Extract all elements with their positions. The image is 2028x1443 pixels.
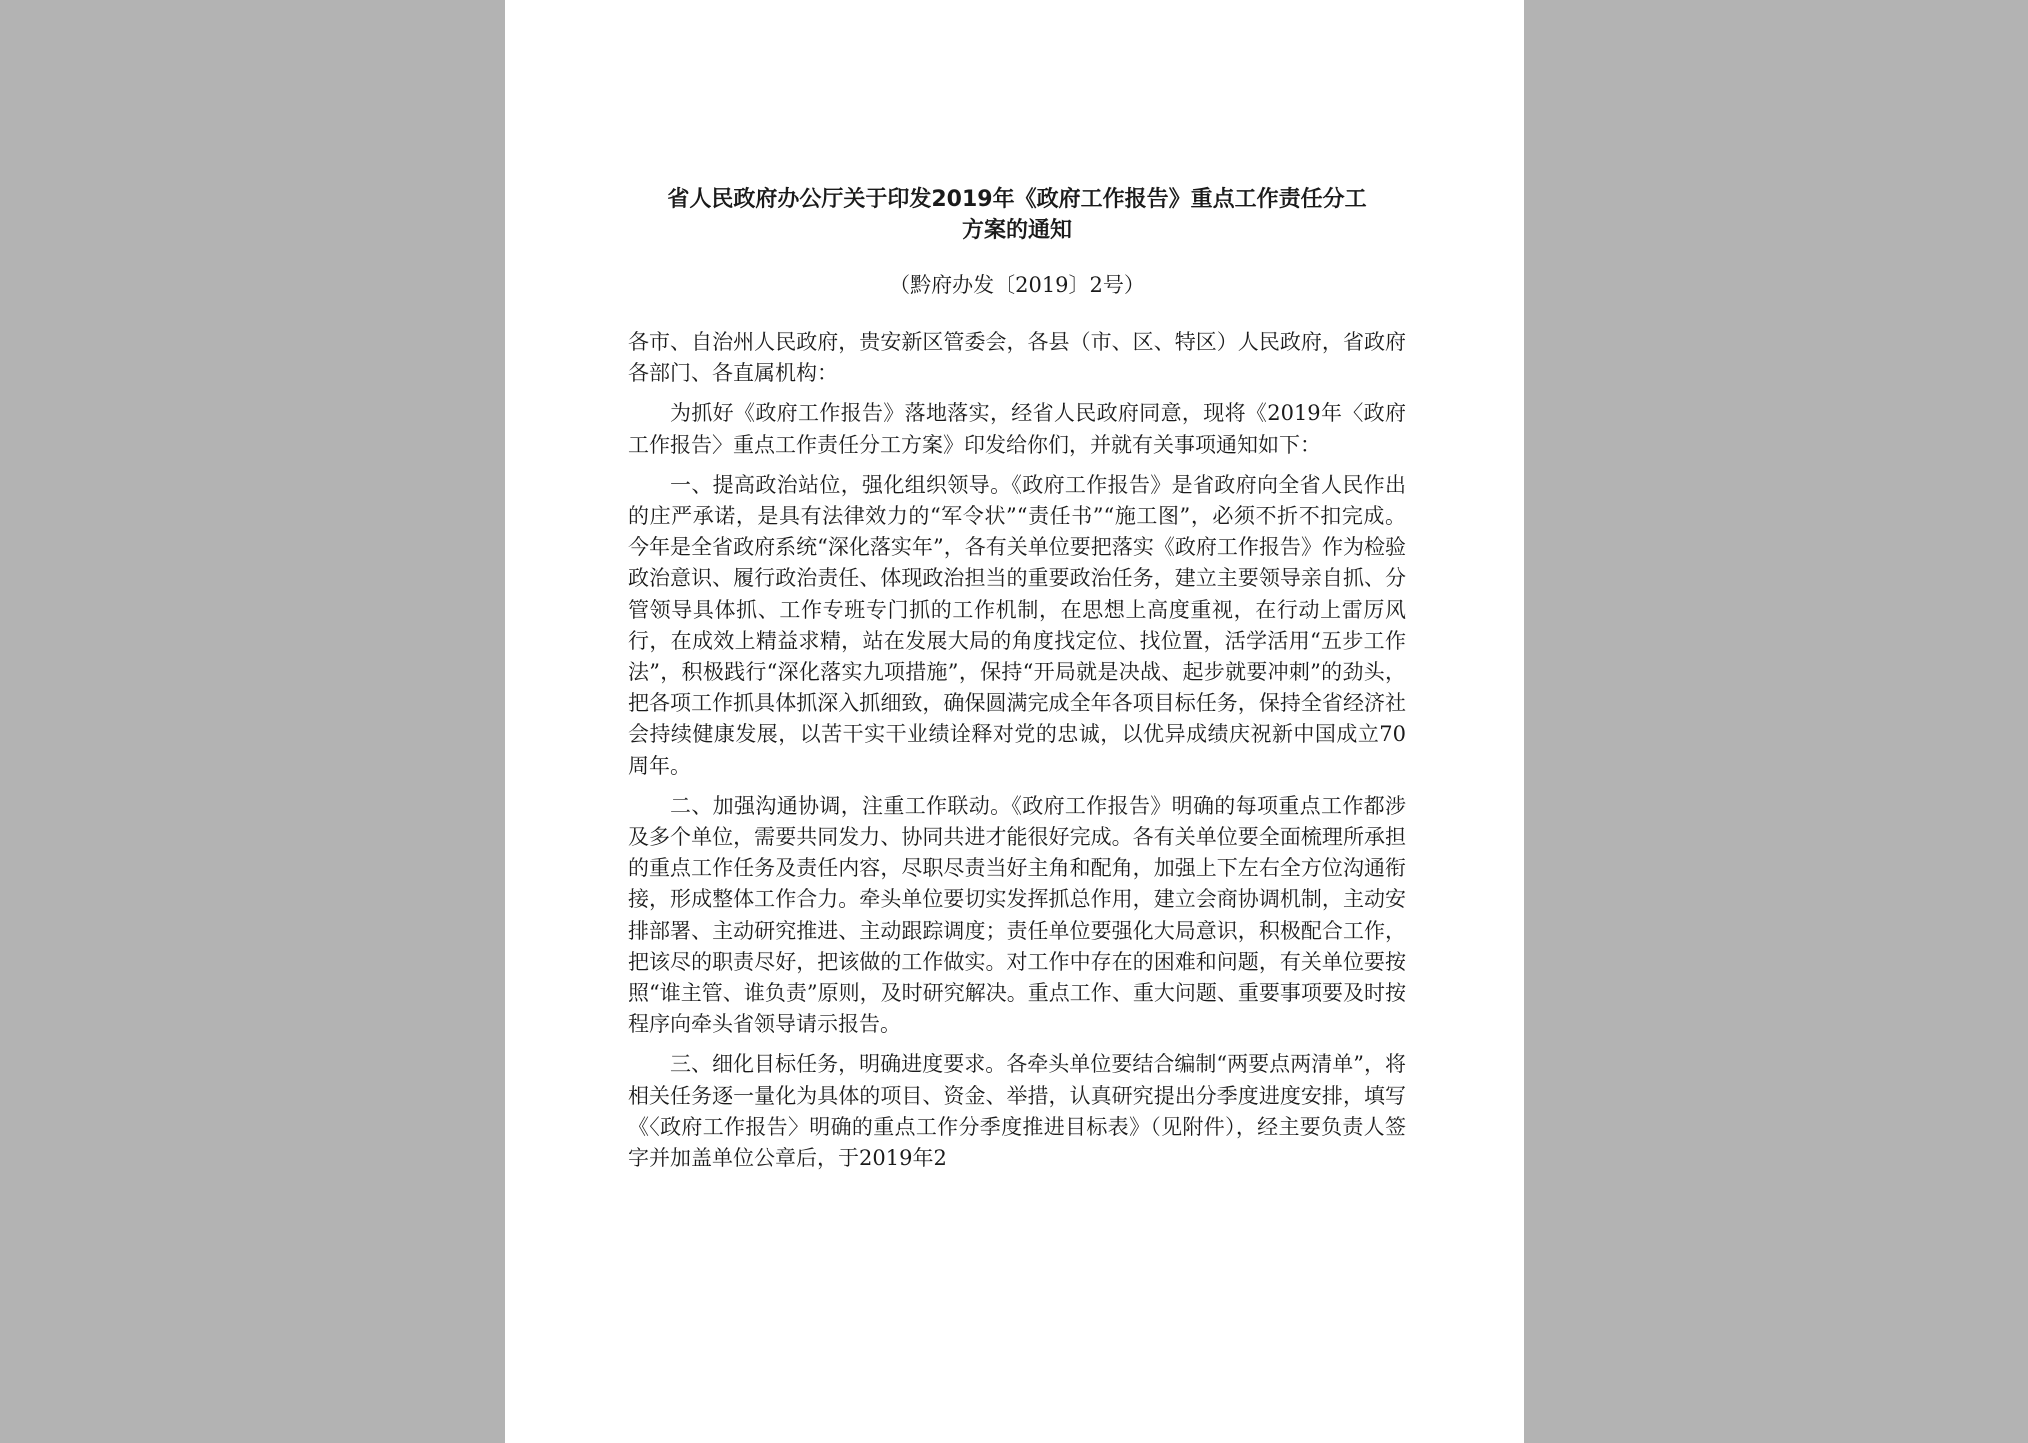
addressee-paragraph: 各市、自治州人民政府，贵安新区管委会，各县（市、区、特区）人民政府，省政府各部门、各直属机构： (628, 330, 1406, 386)
section-1-paragraph: 一、提高政治站位，强化组织领导。《政府工作报告》是省政府向全省人民作出的庄严承诺，是具有法律效力的“军令状”“责任书”“施工图”，必须不折不扣完成。今年是全省政府系统“深化落实年”，各有关单位要把落实《政府工作报告》作为检验政治意识、履行政治责任、体现政治担当的重要政治任务，建立主要领导亲自抓、分管领导具体抓、工作专班专门抓的工作机制，在思想上高度重视，在行动上雷厉风行，在成效上精益求精，站在发展大局的角度找定位、找位置，活学活用“五步工作法”，积极践行“深化落实九项措施”，保持“开局就是决战、起步就要冲刺”的劲头，把各项工作抓具体抓深入抓细致，确保圆满完成全年各项目标任务，保持全省经济社会持续健康发展，以苦干实干业绩诠释对党的忠诚，以优异成绩庆祝新中国成立70周年。 (628, 472, 1406, 778)
document-title-line1: 省人民政府办公厅关于印发2019年《政府工作报告》重点工作责任分工 (667, 187, 1367, 212)
section-2-paragraph: 二、加强沟通协调，注重工作联动。《政府工作报告》明确的每项重点工作都涉及多个单位，需要共同发力、协同共进才能很好完成。各有关单位要全面梳理所承担的重点工作任务及责任内容，尽职尽责当好主角和配角，加强上下左右全方位沟通衔接，形成整体工作合力。牵头单位要切实发挥抓总作用，建立会商协调机制，主动安排部署、主动研究推进、主动跟踪调度；责任单位要强化大局意识，积极配合工作，把该尽的职责尽好，把该做的工作做实。对工作中存在的困难和问题，有关单位要按照“谁主管、谁负责”原则，及时研究解决。重点工作、重大问题、重要事项要及时按程序向牵头省领导请示报告。 (628, 793, 1406, 1037)
document-number: （黔府办发〔2019〕2号） (889, 273, 1145, 297)
intro-paragraph: 为抓好《政府工作报告》落地落实，经省人民政府同意，现将《2019年〈政府工作报告〉重点工作责任分工方案》印发给你们，并就有关事项通知如下： (628, 401, 1406, 457)
document-title-line2: 方案的通知 (961, 218, 1072, 243)
document-title (628, 184, 1406, 246)
page-content (628, 184, 1406, 1183)
document-page (505, 0, 1524, 1443)
section-3-paragraph: 三、细化目标任务，明确进度要求。各牵头单位要结合编制“两要点两清单”，将相关任务逐一量化为具体的项目、资金、举措，认真研究提出分季度进度安排，填写《〈政府工作报告〉明确的重点工作分季度推进目标表》（见附件），经主要负责人签字并加盖单位公章后，于2019年2 (628, 1052, 1406, 1171)
